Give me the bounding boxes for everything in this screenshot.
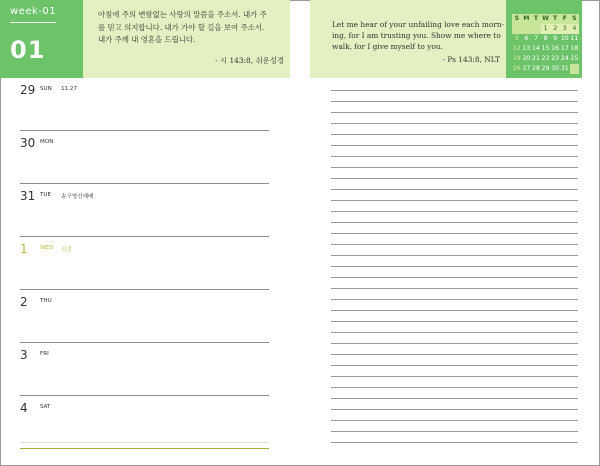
calendar-empty-cell (522, 24, 532, 34)
note-ruled-line (331, 354, 578, 355)
day-date: 2 (20, 295, 28, 309)
calendar-day: 19 (512, 55, 521, 62)
note-ruled-line (331, 299, 578, 300)
day-note: 송구영신예배 (61, 194, 94, 200)
calendar-empty-cell (570, 64, 580, 74)
day-divider (20, 289, 269, 290)
note-ruled-line (331, 101, 578, 102)
calendar-weekday-header: W (542, 15, 549, 22)
verse-english-line: Let me hear of your unfailing love each morn- (332, 20, 505, 29)
note-ruled-line (331, 145, 578, 146)
week-label: week-01 (10, 6, 57, 17)
note-ruled-line (331, 266, 578, 267)
verse-english-reference: - Ps 143:8, NLT (442, 55, 500, 64)
day-weekday: SAT (40, 404, 51, 410)
calendar-day: 17 (560, 45, 569, 52)
note-ruled-line (331, 233, 578, 234)
verse-korean-line: 내가 주께 내 영혼을 드립니다. (98, 35, 196, 44)
calendar-day: 25 (570, 55, 579, 62)
calendar-day: 15 (541, 45, 550, 52)
verse-english-line: ing, for I am trusting you. Show me where to (332, 31, 501, 40)
calendar-day: 27 (522, 65, 531, 72)
day-date: 3 (20, 348, 28, 362)
verse-korean-reference: - 시 143:8, 쉬운성경 (215, 56, 284, 65)
note-ruled-line (331, 222, 578, 223)
note-ruled-line (331, 167, 578, 168)
day-date: 30 (20, 136, 36, 150)
calendar-day: 29 (541, 65, 550, 72)
calendar-empty-cell (512, 24, 522, 34)
calendar-day: 24 (560, 55, 569, 62)
calendar-weekday-header: S (512, 14, 522, 24)
calendar-day: 21 (532, 55, 540, 62)
mini-calendar-grid (512, 14, 579, 74)
note-ruled-line (331, 211, 578, 212)
calendar-day: 9 (553, 35, 558, 42)
note-ruled-line (331, 376, 578, 377)
note-ruled-line (331, 398, 578, 399)
calendar-day: 11 (570, 35, 579, 42)
calendar-day: 20 (522, 55, 531, 62)
note-ruled-line (331, 112, 578, 113)
note-ruled-line (331, 255, 578, 256)
calendar-day: 8 (543, 35, 548, 42)
calendar-day: 10 (560, 35, 569, 42)
week-label-underline (10, 22, 56, 23)
calendar-day: 26 (512, 65, 521, 72)
calendar-weekday-header: F (560, 14, 570, 24)
calendar-day: 16 (551, 45, 560, 52)
calendar-day: 14 (532, 45, 540, 52)
calendar-weekday-header: M (523, 15, 530, 22)
verse-korean-line: 아침에 주의 변함없는 사랑의 말씀을 주소서. 내가 주 (98, 10, 267, 19)
day-date: 31 (20, 189, 36, 203)
calendar-day: 12 (512, 45, 521, 52)
note-ruled-line (331, 123, 578, 124)
calendar-day: 1 (541, 24, 551, 34)
day-weekday: THU (40, 298, 52, 304)
page-bottom-rule (20, 448, 269, 449)
calendar-day: 6 (524, 35, 529, 42)
note-ruled-line (331, 409, 578, 410)
mini-calendar (506, 0, 582, 78)
note-ruled-line (331, 387, 578, 388)
note-ruled-line (331, 420, 578, 421)
day-divider (20, 130, 269, 131)
note-ruled-line (331, 90, 578, 91)
week-number: 01 (10, 36, 46, 64)
page-bottom-rule-faint (20, 442, 269, 443)
note-ruled-line (331, 343, 578, 344)
day-weekday: FRI (40, 351, 49, 357)
calendar-weekday-header: T (550, 14, 560, 24)
calendar-day: 28 (532, 65, 540, 72)
day-divider (20, 183, 269, 184)
calendar-day: 31 (560, 65, 569, 72)
note-ruled-line (331, 321, 578, 322)
calendar-day: 3 (560, 24, 570, 34)
calendar-day: 22 (541, 55, 550, 62)
note-ruled-line (331, 200, 578, 201)
calendar-weekday-header: S (570, 14, 580, 24)
day-weekday: WED (40, 245, 54, 251)
day-weekday: SUN (40, 86, 52, 92)
calendar-day: 18 (570, 45, 579, 52)
note-ruled-line (331, 189, 578, 190)
day-divider (20, 342, 269, 343)
day-date: 29 (20, 83, 36, 97)
calendar-empty-cell (531, 24, 541, 34)
day-weekday: MON (40, 139, 54, 145)
note-ruled-line (331, 178, 578, 179)
day-note: 신정 (61, 247, 72, 253)
day-divider (20, 236, 269, 237)
note-ruled-line (331, 442, 578, 443)
verse-english-line: walk, for I give myself to you. (332, 42, 443, 51)
calendar-day: 7 (534, 35, 538, 42)
calendar-day: 30 (551, 65, 560, 72)
calendar-day: 23 (551, 55, 560, 62)
verse-korean-line: 를 믿고 의지합니다. 내가 가야 할 길을 보여 주소서. (98, 22, 265, 32)
day-weekday: TUE (40, 192, 52, 198)
note-ruled-line (331, 288, 578, 289)
note-ruled-line (331, 244, 578, 245)
calendar-day: 13 (522, 45, 531, 52)
day-date: 4 (20, 401, 28, 415)
week-badge (0, 0, 83, 78)
day-note: 11.27 (61, 86, 78, 92)
day-date: 1 (20, 242, 28, 256)
note-ruled-line (331, 431, 578, 432)
note-ruled-line (331, 332, 578, 333)
calendar-day: 5 (514, 35, 519, 42)
note-ruled-line (331, 134, 578, 135)
verse-korean (98, 9, 284, 47)
note-ruled-line (331, 156, 578, 157)
note-ruled-line (331, 277, 578, 278)
calendar-weekday-header: T (531, 14, 541, 24)
calendar-day: 2 (550, 24, 560, 34)
note-ruled-line (331, 365, 578, 366)
calendar-day: 4 (570, 24, 580, 34)
note-ruled-line (331, 310, 578, 311)
day-divider (20, 395, 269, 396)
verse-english (332, 19, 504, 52)
